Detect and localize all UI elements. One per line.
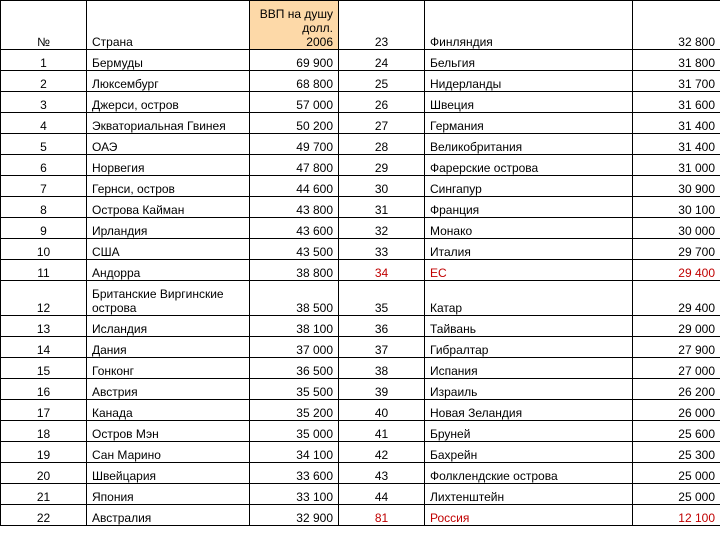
gdp-left-cell: 35 500	[250, 379, 339, 400]
header-gdp	[250, 1, 339, 50]
rank-right-cell: 30	[339, 176, 425, 197]
country-left-cell: Сан Марино	[87, 442, 250, 463]
country-right-cell: ЕС	[425, 260, 633, 281]
table-row	[1, 92, 720, 113]
table-row	[1, 400, 720, 421]
gdp-right-cell: 30 000	[633, 218, 720, 239]
gdp-left-cell: 34 100	[250, 442, 339, 463]
rank-left-cell: 9	[1, 218, 87, 239]
gdp-right-cell: 31 700	[633, 71, 720, 92]
table-row	[1, 337, 720, 358]
country-right-cell: Россия	[425, 505, 633, 526]
country-right-cell: Фарерские острова	[425, 155, 633, 176]
header-gdp-line2: долл.	[302, 21, 333, 35]
gdp-left-cell: 33 600	[250, 463, 339, 484]
gdp-right-cell: 31 400	[633, 134, 720, 155]
country-left-cell: Люксембург	[87, 71, 250, 92]
gdp-left-cell: 49 700	[250, 134, 339, 155]
rank-left-cell: 15	[1, 358, 87, 379]
header-gdp-right: 32 800	[633, 1, 720, 50]
rank-left-cell: 20	[1, 463, 87, 484]
rank-left-cell: 12	[1, 281, 87, 316]
country-left-cell: Гонконг	[87, 358, 250, 379]
header-rank-right: 23	[339, 1, 425, 50]
country-right-cell: Швеция	[425, 92, 633, 113]
gdp-right-cell: 12 100	[633, 505, 720, 526]
gdp-right-cell: 25 600	[633, 421, 720, 442]
rank-left-cell: 10	[1, 239, 87, 260]
table-row	[1, 155, 720, 176]
rank-right-cell: 33	[339, 239, 425, 260]
country-right-cell: Бахрейн	[425, 442, 633, 463]
table-row	[1, 316, 720, 337]
gdp-right-cell: 31 600	[633, 92, 720, 113]
gdp-right-cell: 25 300	[633, 442, 720, 463]
rank-left-cell: 4	[1, 113, 87, 134]
country-right-cell: Бруней	[425, 421, 633, 442]
country-left-cell: Экваториальная Гвинея	[87, 113, 250, 134]
gdp-right-cell: 25 000	[633, 463, 720, 484]
gdp-left-cell: 38 500	[250, 281, 339, 316]
rank-left-cell: 13	[1, 316, 87, 337]
gdp-left-cell: 43 800	[250, 197, 339, 218]
rank-right-cell: 31	[339, 197, 425, 218]
table-row	[1, 176, 720, 197]
country-right-cell: Гибралтар	[425, 337, 633, 358]
country-left-cell: Остров Мэн	[87, 421, 250, 442]
table-row	[1, 50, 720, 71]
country-left-cell: Норвегия	[87, 155, 250, 176]
country-left-cell: Исландия	[87, 316, 250, 337]
rank-right-cell: 32	[339, 218, 425, 239]
gdp-left-cell: 43 500	[250, 239, 339, 260]
country-left-cell: Канада	[87, 400, 250, 421]
country-left-cell: Бермуды	[87, 50, 250, 71]
country-right-cell: Монако	[425, 218, 633, 239]
rank-right-cell: 38	[339, 358, 425, 379]
country-left-cell: Австралия	[87, 505, 250, 526]
rank-left-cell: 3	[1, 92, 87, 113]
rank-right-cell: 24	[339, 50, 425, 71]
table-row	[1, 134, 720, 155]
rank-right-cell: 35	[339, 281, 425, 316]
country-right-cell: Бельгия	[425, 50, 633, 71]
country-left-cell: Андорра	[87, 260, 250, 281]
country-left-cell: Британские Виргинские острова	[87, 281, 250, 316]
rank-left-cell: 11	[1, 260, 87, 281]
gdp-left-cell: 37 000	[250, 337, 339, 358]
table-row	[1, 218, 720, 239]
country-right-cell: Новая Зеландия	[425, 400, 633, 421]
gdp-left-cell: 35 000	[250, 421, 339, 442]
gdp-left-cell: 35 200	[250, 400, 339, 421]
table-row	[1, 113, 720, 134]
gdp-right-cell: 31 000	[633, 155, 720, 176]
country-right-cell: Нидерланды	[425, 71, 633, 92]
header-gdp-line1: ВВП на душу	[259, 7, 333, 21]
country-left-cell: Острова Кайман	[87, 197, 250, 218]
country-right-cell: Испания	[425, 358, 633, 379]
gdp-left-cell: 33 100	[250, 484, 339, 505]
gdp-right-cell: 29 000	[633, 316, 720, 337]
gdp-right-cell: 29 400	[633, 281, 720, 316]
country-left-cell: ОАЭ	[87, 134, 250, 155]
gdp-left-cell: 68 800	[250, 71, 339, 92]
rank-right-cell: 25	[339, 71, 425, 92]
table-row	[1, 71, 720, 92]
table-row	[1, 358, 720, 379]
country-left-cell: Дания	[87, 337, 250, 358]
gdp-right-cell: 30 100	[633, 197, 720, 218]
gdp-right-cell: 29 700	[633, 239, 720, 260]
rank-left-cell: 19	[1, 442, 87, 463]
country-right-cell: Италия	[425, 239, 633, 260]
header-country-right: Финляндия	[425, 1, 633, 50]
rank-left-cell: 6	[1, 155, 87, 176]
gdp-left-cell: 38 800	[250, 260, 339, 281]
rank-left-cell: 16	[1, 379, 87, 400]
country-right-cell: Сингапур	[425, 176, 633, 197]
rank-right-cell: 40	[339, 400, 425, 421]
rank-left-cell: 22	[1, 505, 87, 526]
rank-right-cell: 41	[339, 421, 425, 442]
rank-right-cell: 34	[339, 260, 425, 281]
rank-left-cell: 18	[1, 421, 87, 442]
rank-right-cell: 29	[339, 155, 425, 176]
country-right-cell: Тайвань	[425, 316, 633, 337]
gdp-left-cell: 44 600	[250, 176, 339, 197]
table-row	[1, 239, 720, 260]
country-right-cell: Франция	[425, 197, 633, 218]
header-country: Страна	[87, 1, 250, 50]
country-left-cell: США	[87, 239, 250, 260]
country-right-cell: Израиль	[425, 379, 633, 400]
header-num: №	[1, 1, 87, 50]
table-row	[1, 463, 720, 484]
country-right-cell: Фолклендские острова	[425, 463, 633, 484]
rank-right-cell: 39	[339, 379, 425, 400]
gdp-left-cell: 50 200	[250, 113, 339, 134]
gdp-left-cell: 32 900	[250, 505, 339, 526]
country-right-cell: Катар	[425, 281, 633, 316]
gdp-right-cell: 25 000	[633, 484, 720, 505]
table-row	[1, 281, 720, 316]
country-left-cell: Ирландия	[87, 218, 250, 239]
rank-left-cell: 5	[1, 134, 87, 155]
rank-right-cell: 81	[339, 505, 425, 526]
rank-right-cell: 28	[339, 134, 425, 155]
gdp-left-cell: 38 100	[250, 316, 339, 337]
gdp-right-cell: 26 000	[633, 400, 720, 421]
rank-left-cell: 14	[1, 337, 87, 358]
gdp-left-cell: 43 600	[250, 218, 339, 239]
country-left-cell: Австрия	[87, 379, 250, 400]
country-left-cell: Швейцария	[87, 463, 250, 484]
table-row	[1, 197, 720, 218]
gdp-left-cell: 47 800	[250, 155, 339, 176]
rank-left-cell: 8	[1, 197, 87, 218]
table-row	[1, 442, 720, 463]
gdp-right-cell: 26 200	[633, 379, 720, 400]
rank-right-cell: 43	[339, 463, 425, 484]
country-left-cell: Джерси, остров	[87, 92, 250, 113]
gdp-right-cell: 31 400	[633, 113, 720, 134]
rank-left-cell: 7	[1, 176, 87, 197]
table-row	[1, 484, 720, 505]
table-row	[1, 379, 720, 400]
country-right-cell: Лихтенштейн	[425, 484, 633, 505]
country-left-cell: Гернси, остров	[87, 176, 250, 197]
rank-right-cell: 26	[339, 92, 425, 113]
rank-left-cell: 1	[1, 50, 87, 71]
table-row	[1, 421, 720, 442]
gdp-right-cell: 27 900	[633, 337, 720, 358]
gdp-right-cell: 29 400	[633, 260, 720, 281]
table-row	[1, 505, 720, 526]
header-gdp-line3: 2006	[306, 35, 333, 49]
rank-right-cell: 44	[339, 484, 425, 505]
gdp-right-cell: 27 000	[633, 358, 720, 379]
rank-right-cell: 36	[339, 316, 425, 337]
rank-left-cell: 2	[1, 71, 87, 92]
rank-left-cell: 17	[1, 400, 87, 421]
rank-right-cell: 27	[339, 113, 425, 134]
rank-right-cell: 37	[339, 337, 425, 358]
country-right-cell: Великобритания	[425, 134, 633, 155]
rank-right-cell: 42	[339, 442, 425, 463]
country-left-cell: Япония	[87, 484, 250, 505]
gdp-left-cell: 69 900	[250, 50, 339, 71]
table-header-row	[1, 1, 720, 50]
country-right-cell: Германия	[425, 113, 633, 134]
gdp-left-cell: 57 000	[250, 92, 339, 113]
table-row	[1, 260, 720, 281]
rank-left-cell: 21	[1, 484, 87, 505]
gdp-right-cell: 31 800	[633, 50, 720, 71]
gdp-right-cell: 30 900	[633, 176, 720, 197]
gdp-left-cell: 36 500	[250, 358, 339, 379]
